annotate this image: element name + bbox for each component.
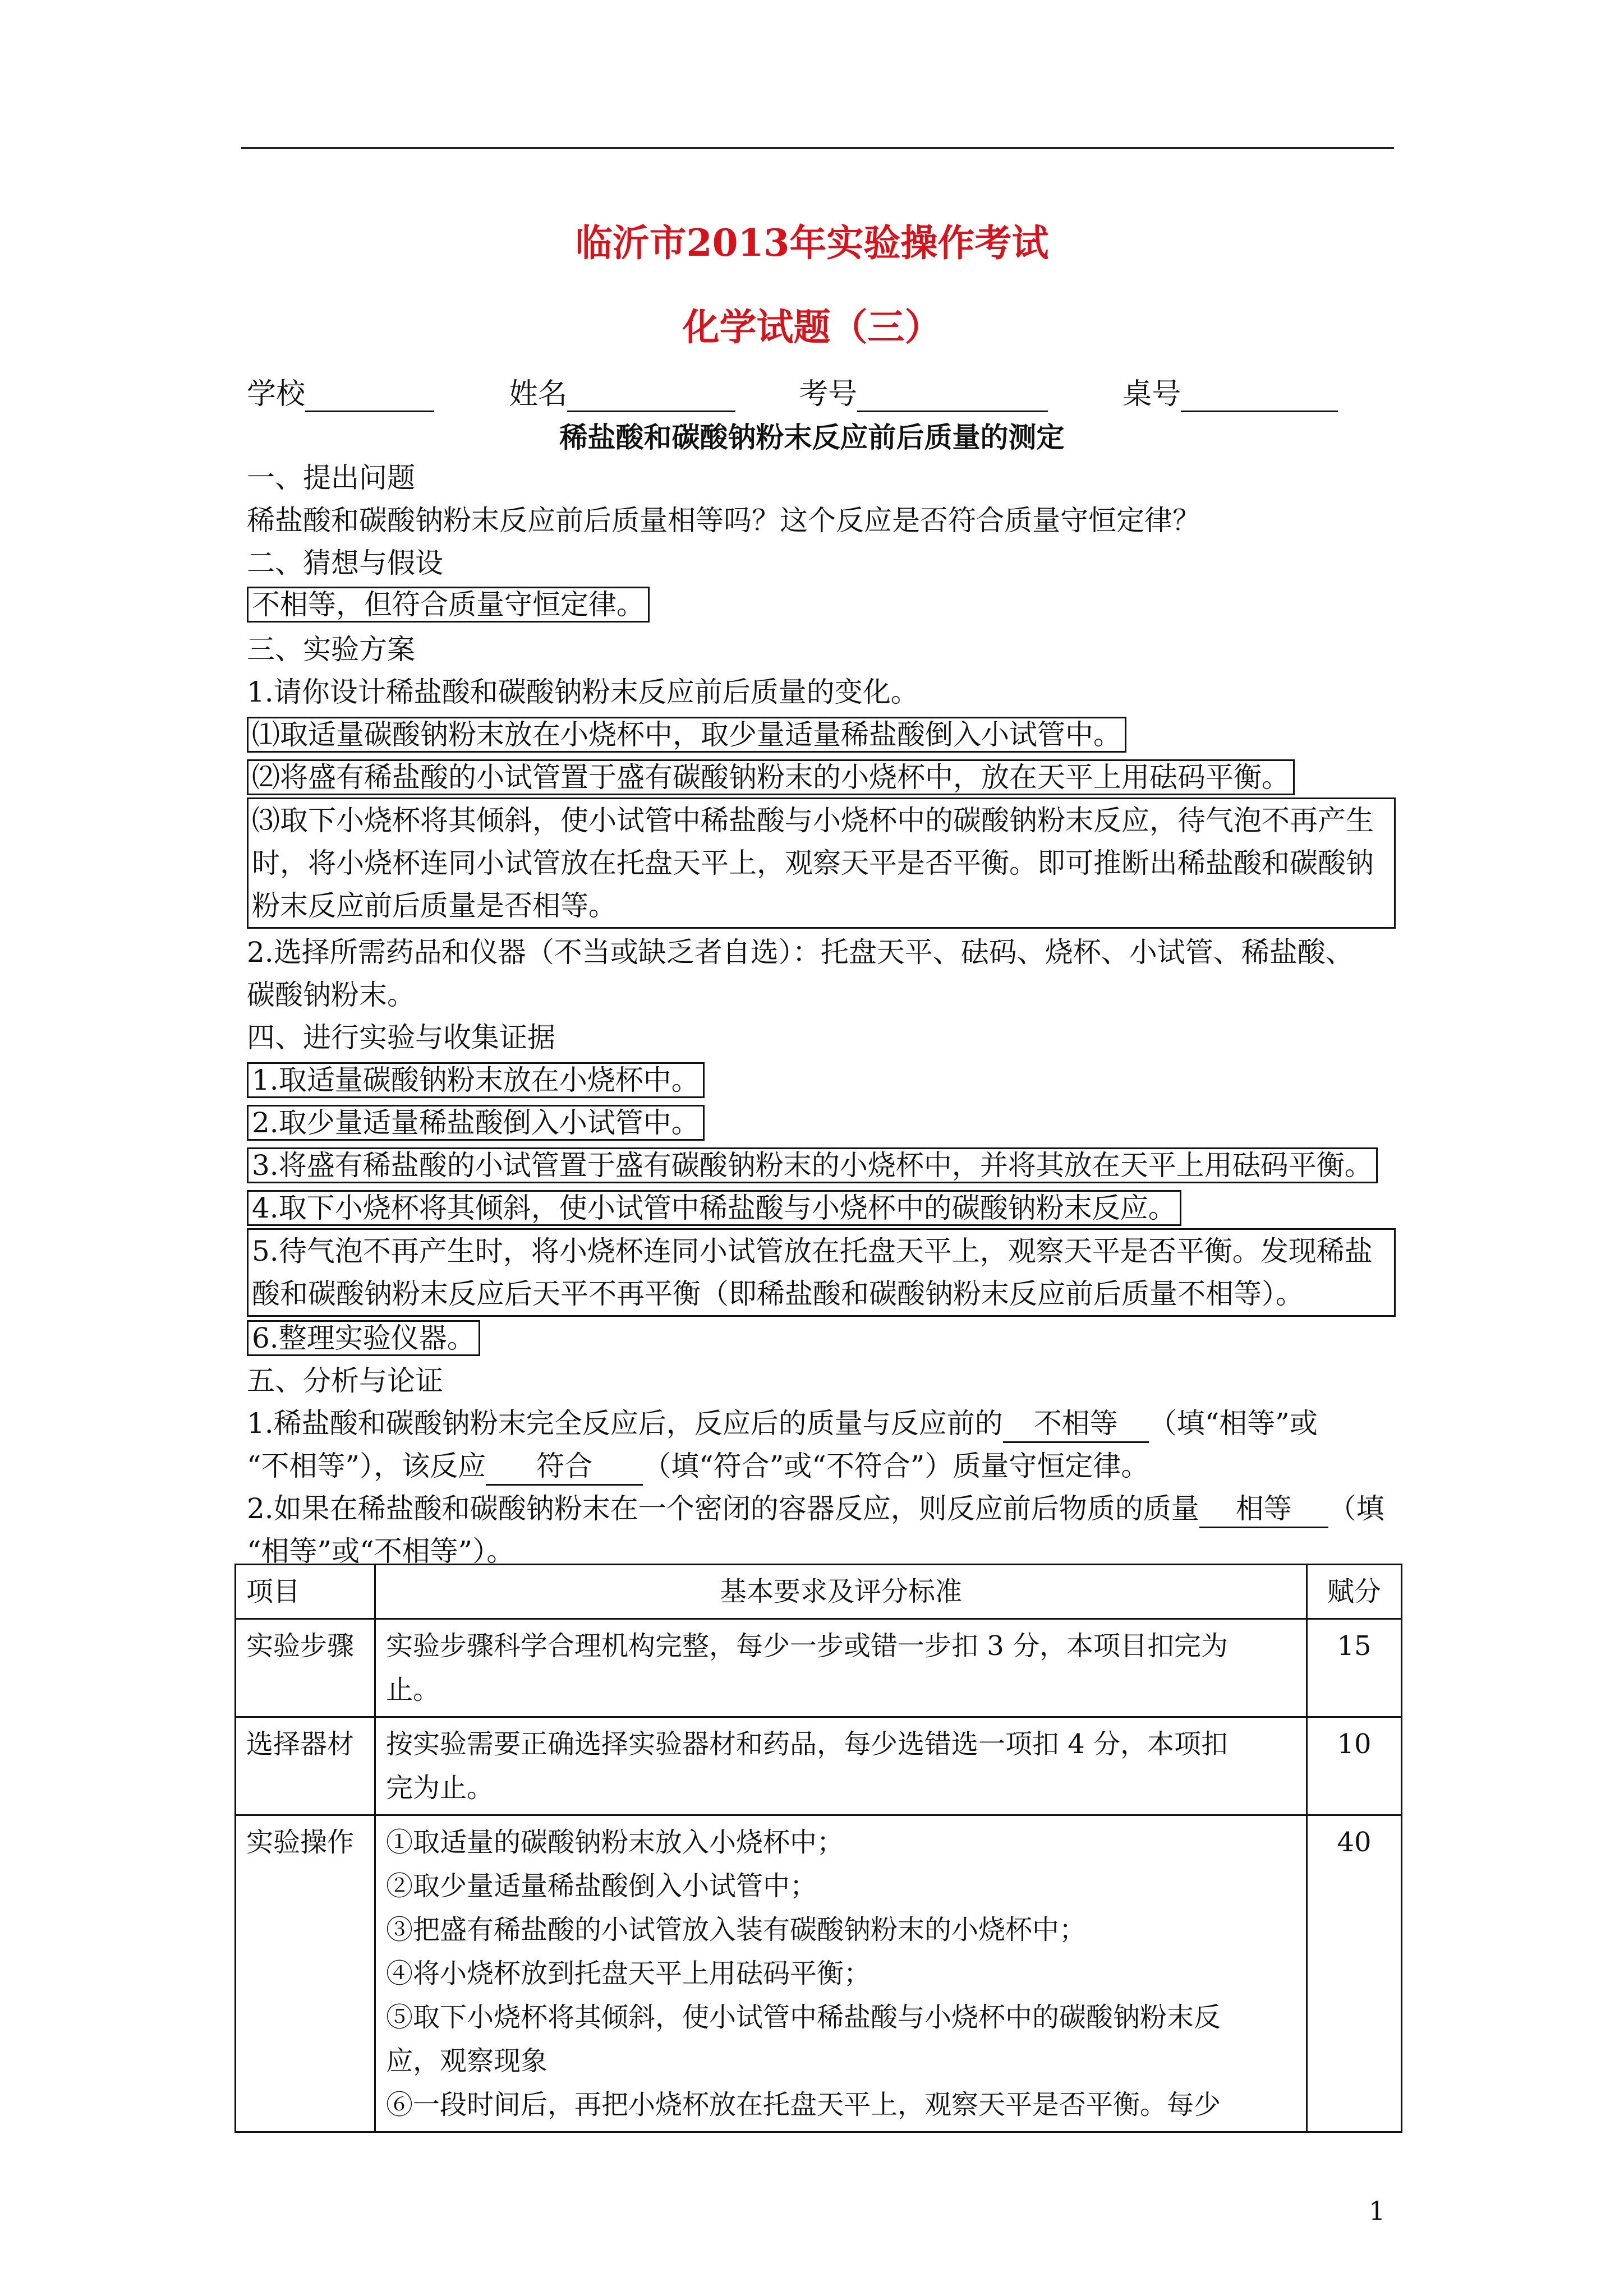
exam-no-field[interactable] (857, 382, 1048, 412)
plan-answer-3 (247, 797, 1396, 929)
row-criteria: 按实验需要正确选择实验器材和药品，每少选错选一项扣 4 分，本项扣 完为止。 (375, 1717, 1307, 1815)
row-score: 15 (1307, 1619, 1402, 1717)
analysis-blank-2[interactable]: 符合 (486, 1448, 643, 1486)
procedure-step-5-line-1: 5.待气泡不再产生时，将小烧杯连同小试管放在托盘天平上，观察天平是否平衡。发现稀盐 (252, 1235, 1373, 1267)
page-number: 1 (1369, 2196, 1386, 2226)
row-item: 实验操作 (236, 1815, 375, 2132)
table-row (236, 1717, 1402, 1815)
plan-answer-3-line-2: 时，将小烧杯连同小试管放在托盘天平上，观察天平是否平衡。即可推断出稀盐酸和碳酸钠 (252, 847, 1374, 879)
name-field[interactable] (567, 382, 735, 412)
plan-question-1: 1.请你设计稀盐酸和碳酸钠粉末反应前后质量的变化。 (247, 676, 919, 708)
plan-question-2-line-1: 2.选择所需药品和仪器（不当或缺乏者自选）：托盘天平、砝码、烧杯、小试管、稀盐酸、 (247, 936, 1354, 969)
school-label: 学校 (247, 377, 306, 411)
procedure-step-5 (247, 1228, 1396, 1317)
exam-no-label: 考号 (799, 377, 858, 411)
plan-answer-2: ⑵将盛有稀盐酸的小试管置于盛有碳酸钠粉末的小烧杯中，放在天平上用砝码平衡。 (247, 759, 1295, 795)
scoring-table (234, 1564, 1402, 2133)
procedure-step-5-line-2: 酸和碳酸钠粉末反应后天平不再平衡（即稀盐酸和碳酸钠粉末反应前后质量不相等）。 (252, 1278, 1304, 1310)
procedure-step-4: 4.取下小烧杯将其倾斜，使小试管中稀盐酸与小烧杯中的碳酸钠粉末反应。 (247, 1190, 1181, 1226)
header-score: 赋分 (1307, 1565, 1402, 1619)
table-row (236, 1619, 1402, 1717)
analysis-q2-line-1: 2.如果在稀盐酸和碳酸钠粉末在一个密闭的容器反应，则反应前后物质的质量 相等 （填 (247, 1491, 1384, 1528)
procedure-step-2: 2.取少量适量稀盐酸倒入小试管中。 (247, 1105, 705, 1141)
row-criteria: 实验步骤科学合理机构完整，每少一步或错一步扣 3 分，本项目扣完为 止。 (375, 1619, 1307, 1717)
table-header-row (236, 1565, 1402, 1619)
row-item: 选择器材 (236, 1717, 375, 1815)
plan-answer-1: ⑴取适量碳酸钠粉末放在小烧杯中，取少量适量稀盐酸倒入小试管中。 (247, 717, 1126, 753)
name-label: 姓名 (509, 377, 568, 411)
section-3-heading: 三、实验方案 (247, 633, 415, 666)
plan-answer-3-line-3: 粉末反应前后质量是否相等。 (252, 889, 617, 922)
section-4-heading: 四、进行实验与收集证据 (247, 1021, 555, 1054)
row-score: 10 (1307, 1717, 1402, 1815)
analysis-q1-line-1: 1.稀盐酸和碳酸钠粉末完全反应后，反应后的质量与反应前的 不相等 （填“相等”或 (247, 1405, 1318, 1443)
section-1-question: 稀盐酸和碳酸钠粉末反应前后质量相等吗？这个反应是否符合质量守恒定律？ (247, 504, 1200, 537)
section-5-heading: 五、分析与论证 (247, 1364, 443, 1397)
header-rule (241, 147, 1394, 149)
header-item: 项目 (236, 1565, 375, 1619)
header-criteria: 基本要求及评分标准 (375, 1565, 1307, 1619)
procedure-step-1: 1.取适量碳酸钠粉末放在小烧杯中。 (247, 1062, 705, 1098)
procedure-step-3: 3.将盛有稀盐酸的小试管置于盛有碳酸钠粉末的小烧杯中，并将其放在天平上用砝码平衡。 (247, 1147, 1378, 1183)
row-item: 实验步骤 (236, 1619, 375, 1717)
hypothesis-answer: 不相等，但符合质量守恒定律。 (247, 587, 650, 623)
plan-question-2-line-2: 碳酸钠粉末。 (247, 979, 415, 1011)
procedure-step-6: 6.整理实验仪器。 (247, 1320, 480, 1356)
experiment-topic: 稀盐酸和碳酸钠粉末反应前后质量的测定 (559, 421, 1065, 454)
analysis-blank-1[interactable]: 不相等 (1003, 1405, 1149, 1443)
plan-answer-3-line-1: ⑶取下小烧杯将其倾斜，使小试管中稀盐酸与小烧杯中的碳酸钠粉末反应，待气泡不再产生 (252, 804, 1374, 837)
exam-subtitle: 化学试题（三） (682, 305, 942, 349)
student-info-row (247, 370, 1338, 412)
desk-no-field[interactable] (1181, 382, 1338, 412)
section-2-heading: 二、猜想与假设 (247, 547, 443, 579)
school-field[interactable] (305, 382, 434, 412)
analysis-q2-line-2: “相等”或“不相等”）。 (247, 1535, 515, 1567)
row-criteria: ①取适量的碳酸钠粉末放入小烧杯中； ②取少量适量稀盐酸倒入小试管中； ③把盛有稀盐酸的小试管放入装有碳酸钠粉末的小烧杯中； ④将小烧杯放到托盘天平上用砝码平衡； ⑤取下小烧杯将其倾斜，使小试管中稀盐酸与小烧杯中的碳酸钠粉末反 应，观察现象 ⑥一段时间后，再把小烧杯放在托盘天平上，观察天平是否平衡。每少 (375, 1815, 1307, 2132)
analysis-q1-line-2: “不相等”），该反应 符合 （填“符合”或“不符合”）质量守恒定律。 (247, 1448, 1149, 1486)
table-row (236, 1815, 1402, 2132)
analysis-blank-3[interactable]: 相等 (1199, 1491, 1328, 1528)
section-1-heading: 一、提出问题 (247, 462, 415, 494)
exam-title: 临沂市2013年实验操作考试 (575, 221, 1049, 265)
desk-no-label: 桌号 (1122, 377, 1181, 411)
row-score: 40 (1307, 1815, 1402, 2132)
